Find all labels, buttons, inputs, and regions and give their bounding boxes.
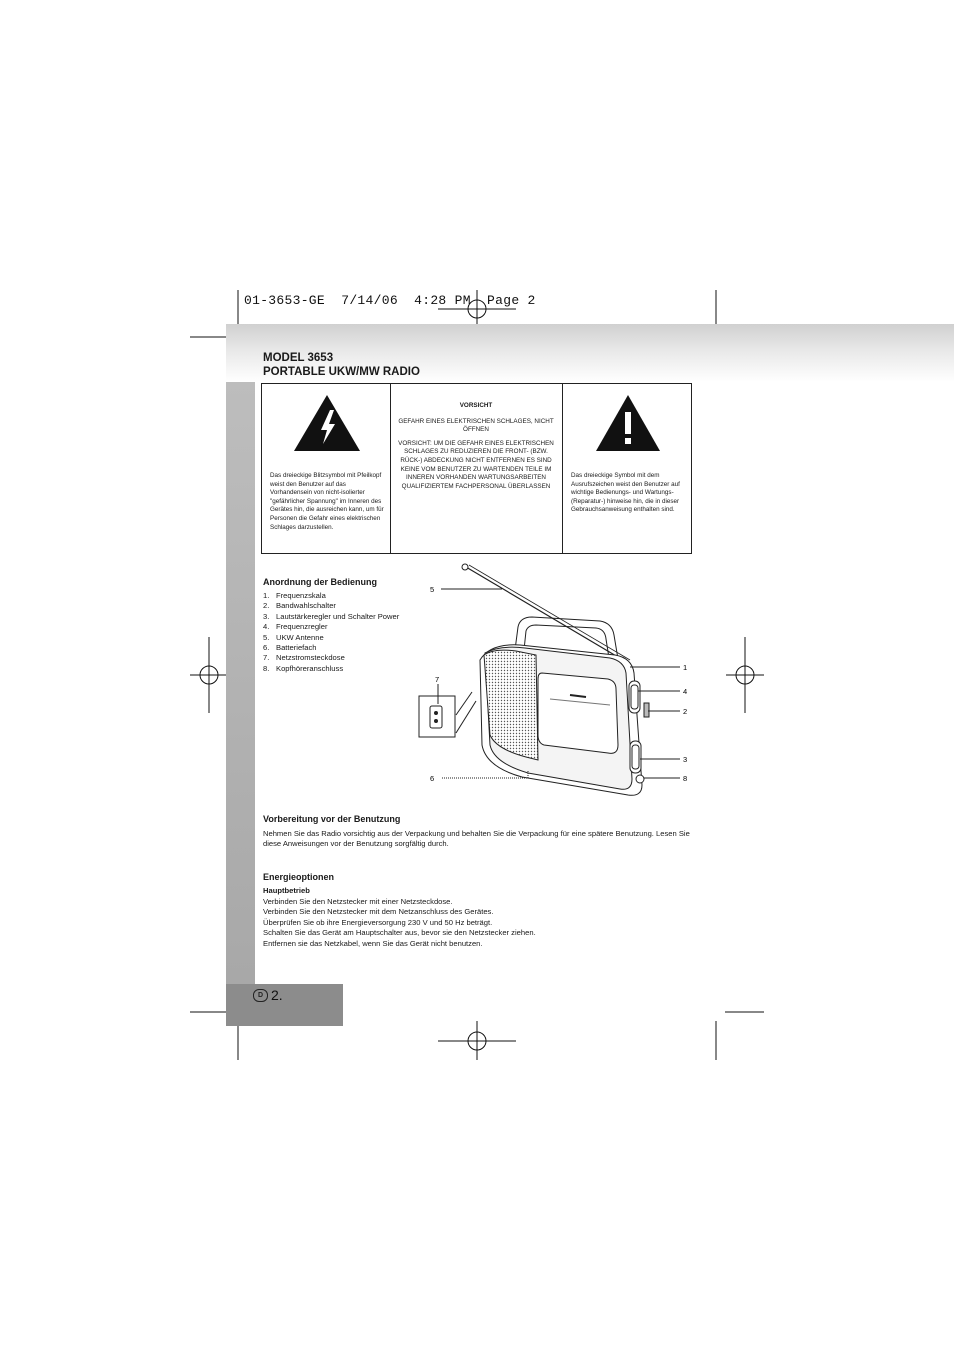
- list-item: 3. Lautstärkeregler und Schalter Power: [263, 611, 400, 621]
- callout-label: 5: [430, 585, 435, 594]
- preparation-text: Nehmen Sie das Radio vorsichtig aus der Verpackung und behalten Sie die Verpackung für eine spätere Benutzung. Lesen Sie diese Anweisungen vor der Benutzung sorgfältig durch.: [263, 829, 690, 849]
- model-subtitle: PORTABLE UKW/MW RADIO: [263, 366, 420, 378]
- print-slug: 01-3653-GE 7/14/06 4:28 PM Page 2: [244, 293, 536, 308]
- callout-label: 4: [683, 687, 688, 696]
- lightning-triangle-icon: [293, 394, 361, 452]
- instruction-line: Verbinden Sie den Netzstecker mit dem Netzanschluss des Gerätes.: [263, 907, 494, 917]
- list-item: 2. Bandwahlschalter: [263, 601, 336, 611]
- callout-label: 6: [430, 774, 435, 783]
- list-item: 1. Frequenzskala: [263, 591, 326, 600]
- preparation-heading: Vorbereitung vor der Benutzung: [263, 814, 401, 824]
- warning-divider: [562, 383, 563, 554]
- callout-label: 2: [683, 707, 688, 716]
- warning-divider: [390, 383, 391, 554]
- caution-heading: VORSICHT: [459, 402, 493, 409]
- list-item: 6. Batteriefach: [263, 643, 317, 653]
- list-item: 8. Kopfhöreranschluss: [263, 663, 344, 673]
- exclamation-warning-text: Das dreieckige Symbol mit dem Ausrufszeichen weist den Benutzer auf wichtige Bedienungs- und Wartungs- (Reparatur-) hinweise hin, die in dieser Gebrauchsanweisung enthalten sind.: [571, 472, 680, 514]
- caution-line-1: GEFAHR EINES ELEKTRISCHEN SCHLAGES, NICHT ÖFFNEN: [398, 417, 554, 434]
- footer-block: [226, 984, 343, 1026]
- caution-block: [397, 402, 555, 491]
- side-strip: [226, 382, 255, 984]
- callout-label: 1: [683, 663, 688, 672]
- callout-label: 3: [683, 755, 688, 764]
- instruction-line: Schalten Sie das Gerät am Hauptschalter aus, bevor sie den Netzstecker ziehen.: [263, 928, 536, 938]
- energy-heading: Energieoptionen: [263, 872, 335, 882]
- language-badge: D: [253, 989, 268, 1002]
- instruction-line: Überprüfen Sie ob ihre Energieversorgung 230 V und 50 Hz beträgt.: [263, 917, 493, 927]
- caution-line-2: VORSICHT: UM DIE GEFAHR EINES ELEKTRISCHEN SCHLAGES ZU REDUZIEREN DIE FRONT- (BZW. RÜCK-) ABDECKUNG NICHT ENTFERNEN ES SIND KEINE VOM BENUTZER ZU WARTENDEN TEILE IM INNEREN VORHANDEN WARTUNGSARBEITEN QUALIFIZIERTEM FACHPERSONAL ÜBERLASSEN: [398, 439, 554, 490]
- callout-label: 7: [435, 675, 440, 684]
- energy-instructions: [263, 897, 693, 949]
- model-title: MODEL 3653: [263, 352, 334, 364]
- list-item: 4. Frequenzregler: [263, 622, 328, 632]
- page-title: [263, 351, 420, 379]
- instruction-line: Entfernen sie das Netzkabel, wenn Sie das Gerät nicht benutzen.: [263, 938, 483, 948]
- lightning-warning-text: Das dreieckige Blitzsymbol mit Pfeilkopf weist den Benutzer auf das Vorhandensein von nicht-isolierter "gefährlicher Spannung" im Inneren des Gerätes hin, die ausreichen kann, um für Personen die Gefahr eines elektrischen Schlages darzustellen.: [270, 472, 384, 531]
- controls-heading: Anordnung der Bedienung: [263, 577, 377, 587]
- radio-diagram: [410, 555, 700, 800]
- exclamation-triangle-icon: [595, 394, 661, 452]
- instruction-line: Verbinden Sie den Netzstecker mit einer Netzsteckdose.: [263, 897, 453, 906]
- controls-list: [263, 591, 403, 674]
- list-item: 7. Netzstromsteckdose: [263, 653, 345, 663]
- page-number: 2.: [271, 987, 283, 1003]
- list-item: 5. UKW Antenne: [263, 632, 324, 642]
- energy-subheading: Hauptbetrieb: [263, 886, 310, 895]
- callout-label: 8: [683, 774, 688, 783]
